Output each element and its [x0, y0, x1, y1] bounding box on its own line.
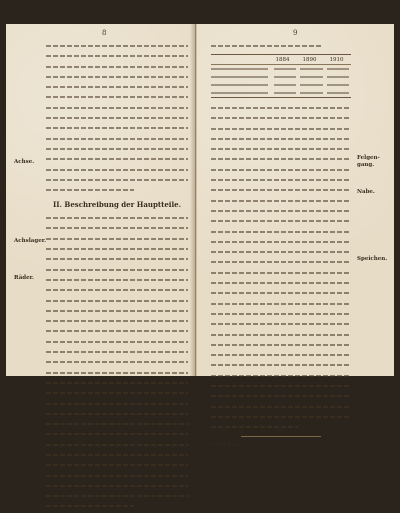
text-line — [211, 135, 351, 143]
left-paragraph-before-heading — [46, 42, 188, 194]
left-paragraph-after-heading — [46, 214, 188, 510]
table-header-year: 1910 — [329, 57, 344, 63]
text-line — [46, 63, 188, 71]
footnote-rule — [241, 436, 321, 437]
table-row — [211, 89, 351, 97]
text-line — [46, 348, 188, 356]
footnote: *) Die Räder — [211, 442, 243, 449]
text-line — [46, 155, 188, 163]
table-body — [211, 65, 351, 97]
text-line — [46, 145, 188, 153]
text-line — [211, 248, 351, 256]
text-line — [211, 166, 351, 174]
section-heading: II. Beschreibung der Hauptteile. — [52, 200, 182, 210]
table-header-year: 1890 — [302, 57, 317, 63]
text-line — [211, 125, 351, 133]
right-paragraphs — [211, 104, 351, 431]
text-line — [211, 176, 351, 184]
text-line — [46, 276, 188, 284]
text-line — [211, 341, 351, 349]
text-line — [46, 104, 188, 112]
text-line — [211, 382, 351, 390]
text-line — [211, 258, 351, 266]
text-line — [211, 186, 351, 194]
margin-note-speichen: Speichen. — [357, 256, 388, 262]
text-line — [46, 266, 188, 274]
left-page — [6, 24, 196, 376]
text-line — [46, 93, 188, 101]
text-line — [46, 461, 188, 469]
text-line — [211, 104, 351, 112]
left-page-number: 8 — [102, 29, 107, 37]
right-text-column — [211, 42, 351, 449]
text-line — [46, 430, 188, 438]
text-line — [46, 410, 188, 418]
text-line — [211, 269, 351, 277]
margin-note-felgengang: Felgen- gang. — [357, 155, 380, 168]
text-line — [211, 145, 351, 153]
text-line — [46, 358, 188, 366]
text-line — [46, 42, 188, 50]
table-caption — [211, 42, 323, 50]
text-line — [211, 372, 351, 380]
text-line — [46, 451, 188, 459]
text-line — [211, 403, 351, 411]
text-line — [211, 279, 351, 287]
text-line — [46, 482, 188, 490]
text-line — [211, 300, 351, 308]
text-line — [211, 228, 351, 236]
text-line — [46, 245, 188, 253]
text-line — [211, 207, 351, 215]
text-line — [46, 327, 188, 335]
text-line — [211, 310, 351, 318]
margin-note-achslager: Achslager. — [14, 238, 47, 244]
text-line — [46, 472, 188, 480]
text-line — [46, 400, 188, 408]
text-line — [46, 224, 188, 232]
text-line — [46, 307, 188, 315]
text-line — [46, 83, 188, 91]
text-line — [46, 286, 188, 294]
text-line — [46, 369, 188, 377]
text-line — [211, 392, 351, 400]
table-row — [211, 65, 351, 73]
text-line — [211, 320, 351, 328]
text-line — [211, 423, 298, 431]
text-line — [46, 420, 188, 428]
text-line — [211, 361, 351, 369]
text-line — [211, 238, 351, 246]
text-line — [46, 492, 188, 500]
text-line — [46, 135, 188, 143]
text-line — [46, 502, 134, 510]
margin-note-raeder: Räder. — [14, 275, 34, 281]
text-line — [211, 351, 351, 359]
text-line — [46, 186, 134, 194]
right-page-number: 9 — [293, 29, 298, 37]
text-line — [46, 176, 188, 184]
text-line — [46, 124, 188, 132]
margin-note-nabe: Nabe. — [357, 189, 375, 195]
text-line — [46, 389, 188, 397]
text-line — [46, 52, 188, 60]
text-line — [46, 214, 188, 222]
text-line — [211, 114, 351, 122]
text-line — [211, 217, 351, 225]
text-line — [211, 155, 351, 163]
text-line — [46, 317, 188, 325]
table-row — [211, 81, 351, 89]
left-text-column — [46, 42, 188, 513]
text-line — [211, 289, 351, 297]
margin-note-achse: Achse. — [14, 159, 35, 165]
text-line — [46, 441, 188, 449]
comparison-table — [211, 54, 351, 98]
table-header-year: 1884 — [275, 57, 290, 63]
text-line — [46, 166, 188, 174]
text-line — [46, 297, 188, 305]
text-line — [46, 235, 188, 243]
right-page — [196, 24, 394, 449]
text-line — [46, 255, 188, 263]
text-line — [211, 413, 351, 421]
text-line — [46, 379, 188, 387]
text-line — [46, 338, 188, 346]
text-line — [46, 114, 188, 122]
table-row — [211, 73, 351, 81]
text-line — [46, 73, 188, 81]
text-line — [211, 197, 351, 205]
text-line — [211, 331, 351, 339]
table-header-row — [211, 55, 351, 65]
